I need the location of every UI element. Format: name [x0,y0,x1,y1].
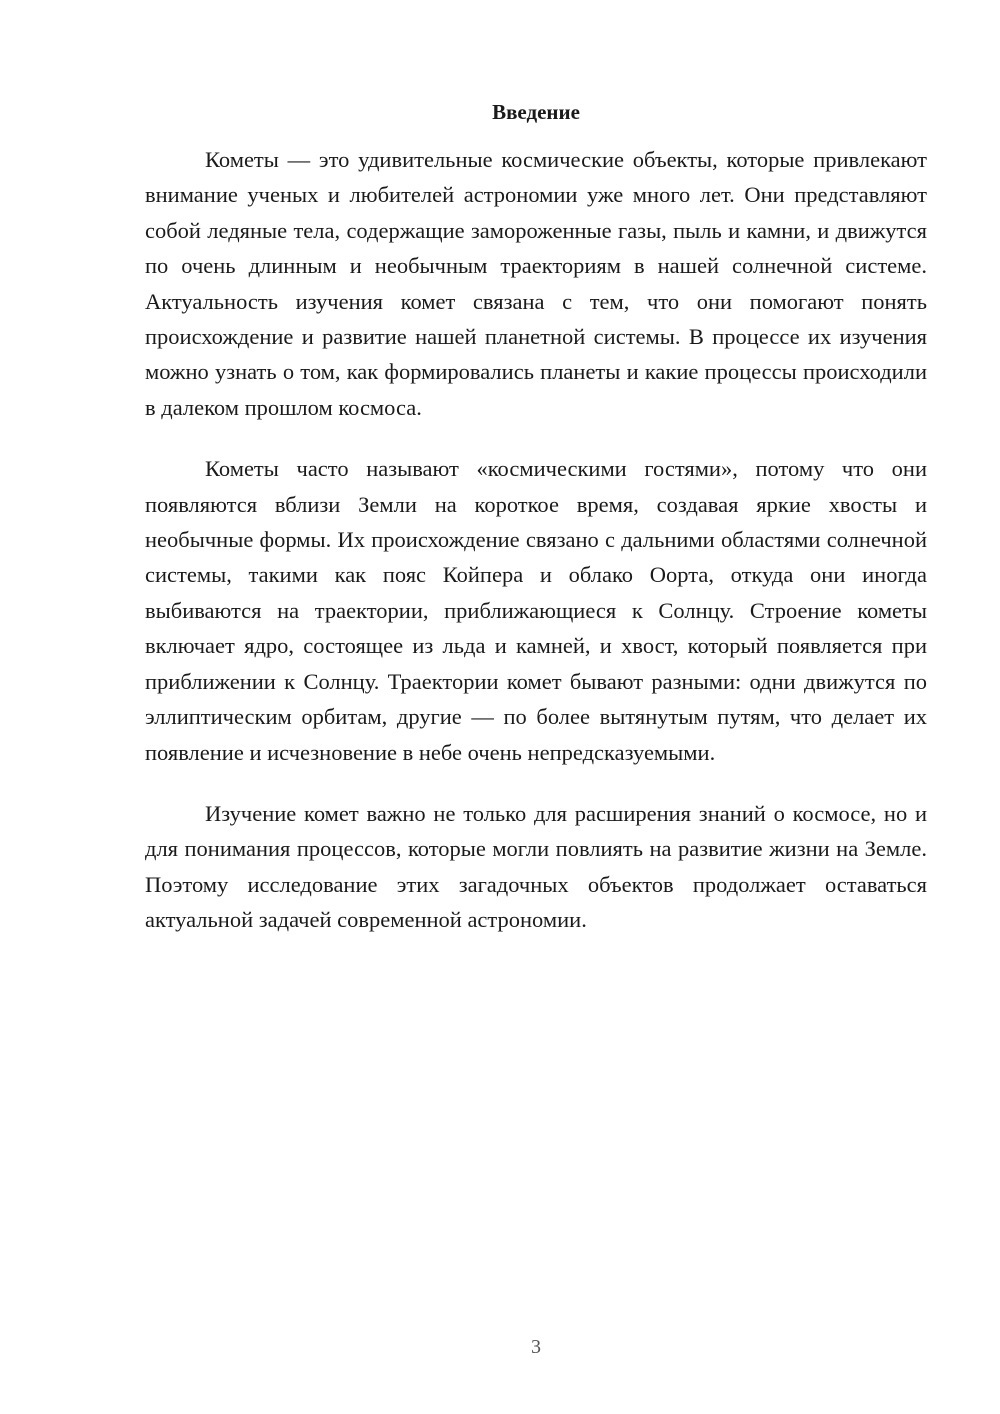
body-text [145,142,927,964]
page-number: 3 [531,1336,541,1358]
paragraph-2: Кометы часто называют «космическими гостями», потому что они появляются вблизи Земли на короткое время, создавая яркие хвосты и необычные формы. Их происхождение связано с дальними областями солнечной системы, такими как пояс Койпера и облако Оорта, откуда они иногда выбиваются на траектории, приближающиеся к Солнцу. Строение кометы включает ядро, состоящее из льда и камней, и хвост, который появляется при приближении к Солнцу. Траектории комет бывают разными: одни движутся по эллиптическим орбитам, другие — по более вытянутым путям, что делает их появление и исчезновение в небе очень непредсказуемыми. [145,456,927,765]
paragraph-3: Изучение комет важно не только для расширения знаний о космосе, но и для понимания процессов, которые могли повлиять на развитие жизни на Земле. Поэтому исследование этих загадочных объектов продолжает оставаться актуальной задачей современной астрономии. [145,800,927,933]
section-heading: Введение [492,100,580,124]
paragraph-1: Кометы — это удивительные космические объекты, которые привлекают внимание ученых и любителей астрономии уже много лет. Они представляют собой ледяные тела, содержащие замороженные газы, пыль и камни, и движутся по очень длинным и необычным траекториям в нашей солнечной системе. Актуальность изучения комет связана с тем, что они помогают понять происхождение и развитие нашей планетной системы. В процессе их изучения можно узнать о том, как формировались планеты и какие процессы происходили в далеком прошлом космоса. [145,147,927,420]
